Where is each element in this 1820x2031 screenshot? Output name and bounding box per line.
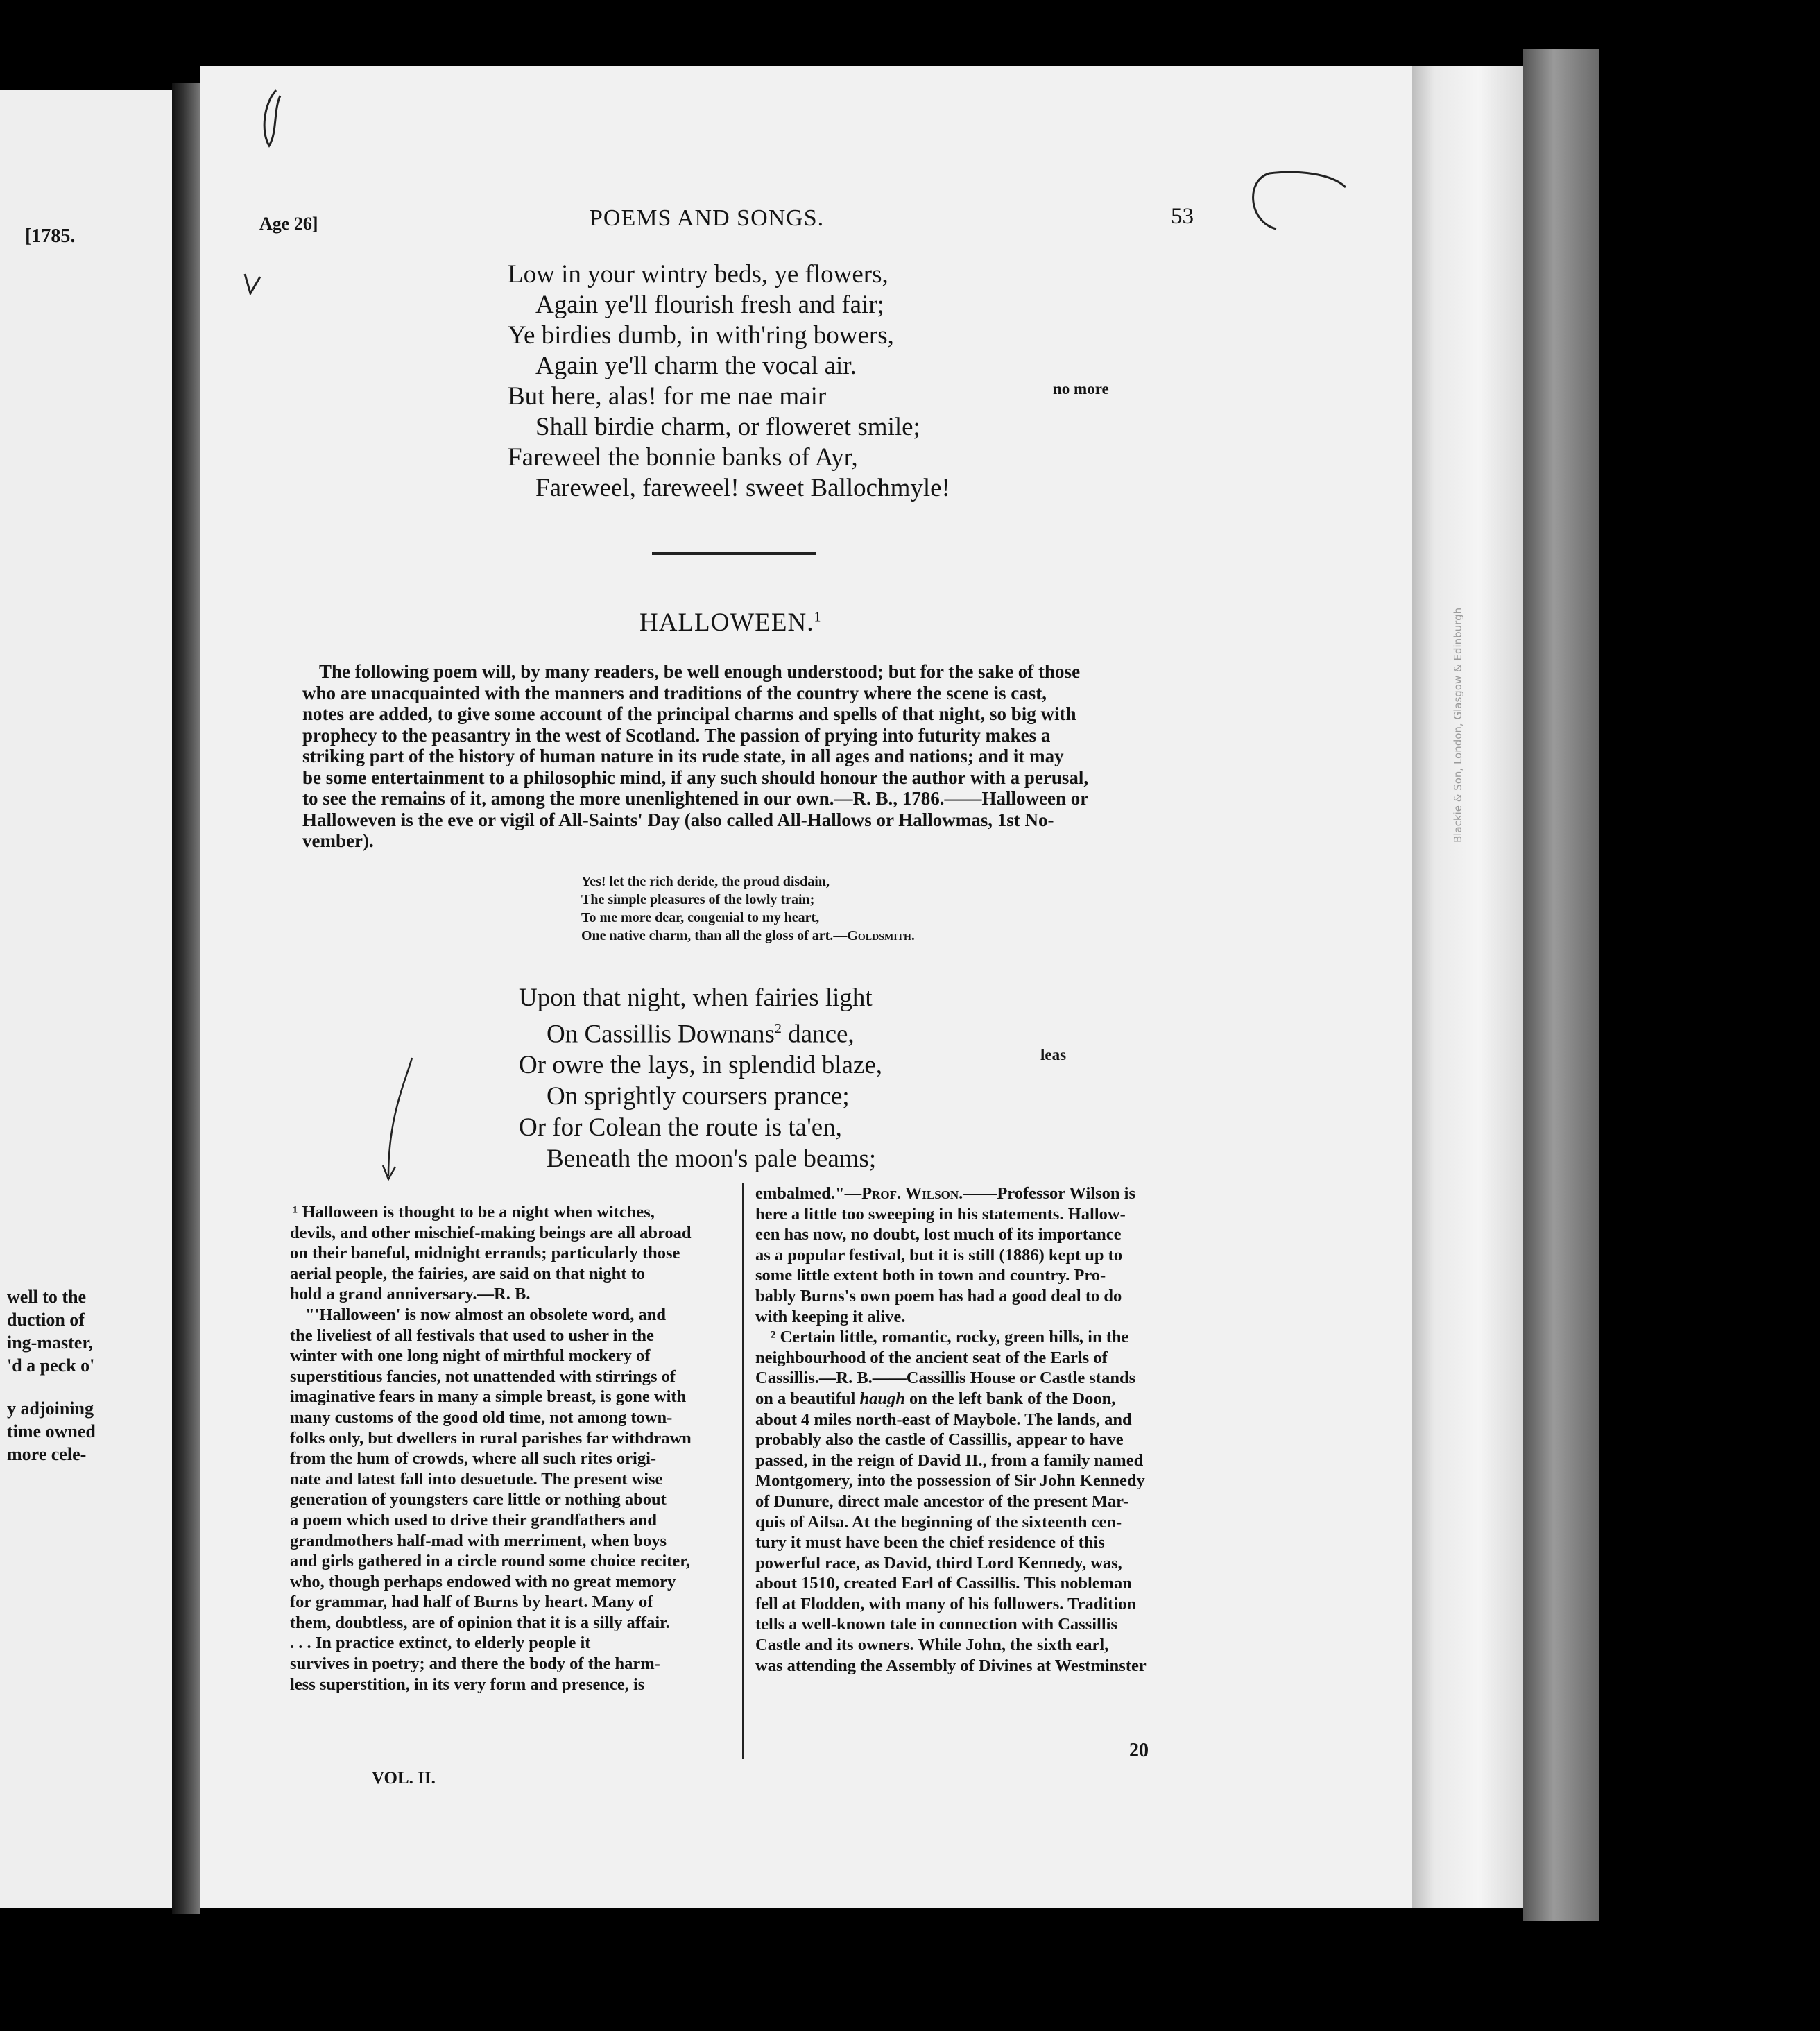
- footnote-line: tury it must have been the chief residence of this: [755, 1533, 1105, 1552]
- volume-signature: VOL. II.: [372, 1769, 436, 1788]
- facing-page-line: well to the: [7, 1287, 87, 1307]
- footnote-column-right: [755, 1183, 1147, 1676]
- footnote-line: een has now, no doubt, lost much of its importance: [755, 1225, 1122, 1244]
- footnote-line: embalmed."—Prof. Wilson.——Professor Wilson is: [755, 1184, 1135, 1203]
- preface-line: vember).: [302, 830, 374, 851]
- book-cover-edge: [1523, 49, 1599, 1921]
- footnote-line: bably Burns's own poem has had a good deal to do: [755, 1286, 1122, 1305]
- section-title: HALLOWEEN.$^1$: [639, 608, 822, 637]
- footnote-line: on a beautiful haugh on the left bank of the Doon,: [755, 1389, 1116, 1408]
- attribution-name: Prof. Wilson.: [861, 1184, 963, 1203]
- footnote-line: some little extent both in town and country. Pro-: [755, 1266, 1106, 1285]
- preface-line: Halloweven is the eve or vigil of All-Saints' Day (also called All-Hallows or Hallowmas, 1st No-: [302, 809, 1054, 830]
- footnote-line: Cassillis.—R. B.——Cassillis House or Castle stands: [755, 1369, 1136, 1388]
- facing-page-line: time owned: [7, 1421, 96, 1441]
- preface-line: who are unacquainted with the manners and traditions of the country where the scene is cast,: [302, 682, 1047, 703]
- title-footnote-ref: 1: [814, 609, 822, 625]
- footnote-line: winter with one long night of mirthful mockery of: [290, 1346, 651, 1366]
- margin-gloss: leas: [1040, 1046, 1067, 1063]
- footnote-line: hold a grand anniversary.—R. B.: [290, 1285, 531, 1304]
- preface-line: be some entertainment to a philosophic mind, if any such should honour the author with a perusal,: [302, 766, 1089, 788]
- poem-line: Again ye'll flourish fresh and fair;: [535, 291, 884, 319]
- footnote-line: . . . In practice extinct, to elderly people it: [290, 1634, 591, 1653]
- footnote-line: probably also the castle of Cassillis, appear to have: [755, 1430, 1124, 1450]
- column-rule: [742, 1183, 744, 1759]
- poem-stanza: [508, 259, 950, 504]
- epigraph-line: Yes! let the rich deride, the proud disdain,: [581, 874, 830, 889]
- footnote-line: for grammar, had half of Burns by heart. Many of: [290, 1593, 653, 1612]
- poem-line: Again ye'll charm the vocal air.: [535, 352, 857, 380]
- facing-page-fragment: [0, 90, 182, 1908]
- footnote-line: here a little too sweeping in his statements. Hallow-: [755, 1204, 1126, 1224]
- facing-page-line: y adjoining: [7, 1398, 94, 1419]
- poem-line: Fareweel, fareweel! sweet Ballochmyle!: [535, 474, 950, 502]
- footnote-line: was attending the Assembly of Divines at Westminster: [755, 1656, 1147, 1675]
- footnote-line: powerful race, as David, third Lord Kennedy, was,: [755, 1553, 1122, 1572]
- margin-gloss: no more: [1053, 380, 1109, 397]
- footnote-line: ¹ Halloween is thought to be a night when witches,: [293, 1203, 655, 1222]
- footnote-line: the liveliest of all festivals that used to usher in the: [290, 1326, 654, 1345]
- footnote-line: generation of youngsters care little or nothing about: [290, 1490, 667, 1509]
- footnote-line: of Dunure, direct male ancestor of the present Mar-: [755, 1491, 1129, 1511]
- sheet-signature: 20: [1129, 1740, 1149, 1761]
- running-header-age: Age 26]: [259, 214, 318, 234]
- footnote-line: aerial people, the fairies, are said on that night to: [290, 1264, 645, 1283]
- running-header-title: POEMS AND SONGS.: [590, 205, 825, 231]
- page-edge: [1412, 66, 1523, 1908]
- footnote-line: about 1510, created Earl of Cassillis. This nobleman: [755, 1574, 1132, 1593]
- footnote-line: ² Certain little, romantic, rocky, green hills, in the: [771, 1328, 1129, 1347]
- preface-line: to see the remains of it, among the more unenlightened in our own.—R. B., 1786.——Halloween or: [302, 788, 1089, 809]
- footnote-line: many customs of the good old time, not among town-: [290, 1407, 673, 1427]
- footnote-line: them, doubtless, are of opinion that it is a silly affair.: [290, 1613, 670, 1632]
- pencil-bracket: [1242, 166, 1353, 243]
- footnote-column-left: [290, 1202, 692, 1695]
- footnote-line: as a popular festival, but it is still (1886) kept up to: [755, 1245, 1123, 1265]
- footnote-line: fell at Flodden, with many of his followers. Tradition: [755, 1594, 1137, 1613]
- footnote-line: less superstition, in its very form and presence, is: [290, 1674, 645, 1694]
- footnote-line: "'Halloween' is now almost an obsolete word, and: [305, 1305, 666, 1324]
- preface-line: The following poem will, by many readers, be well enough understood; but for the sake of those: [319, 661, 1081, 682]
- footnote-line: with keeping it alive.: [755, 1307, 906, 1326]
- footnote-line: nate and latest fall into desuetude. The present wise: [290, 1469, 663, 1489]
- poem-line: Beneath the moon's pale beams;: [547, 1145, 877, 1174]
- book-gutter: [172, 83, 200, 1914]
- pencil-mark-top: [250, 83, 291, 153]
- epigraph-line: One native charm, than all the gloss of art.—Goldsmith.: [581, 928, 915, 943]
- footnote-line: on their baneful, midnight errands; particularly those: [290, 1244, 680, 1263]
- publisher-imprint: Blackie & Son, London, Glasgow & Edinburgh: [1452, 607, 1464, 843]
- footnote-line: about 4 miles north-east of Maybole. The lands, and: [755, 1409, 1132, 1429]
- footnote-line: Montgomery, into the possession of Sir John Kennedy: [755, 1471, 1145, 1491]
- poem-line: Ye birdies dumb, in with'ring bowers,: [508, 321, 894, 350]
- poem-line: Or for Colean the route is ta'en,: [519, 1113, 842, 1142]
- footnote-line: superstitious fancies, not unattended with stirrings of: [290, 1366, 676, 1386]
- poem-line: Or owre the lays, in splendid blaze,: [519, 1051, 883, 1080]
- poem-line: But here, alas! for me nae mair: [508, 382, 827, 411]
- footnote-line: neighbourhood of the ancient seat of the Earls of: [755, 1348, 1108, 1367]
- footnote-line: passed, in the reign of David II., from a family named: [755, 1450, 1144, 1470]
- pencil-check: [239, 267, 267, 302]
- footnote-line: quis of Ailsa. At the beginning of the sixteenth cen-: [755, 1512, 1122, 1532]
- footnote-line: tells a well-known tale in connection with Cassillis: [755, 1615, 1118, 1634]
- footnote-line: grandmothers half-mad with merriment, when boys: [290, 1531, 667, 1550]
- poem-stanza: [519, 982, 882, 1174]
- footnote-line: a poem which used to drive their grandfathers and: [290, 1510, 658, 1529]
- section-divider: [652, 552, 816, 555]
- poem-footnote-ref: 2: [774, 1021, 782, 1036]
- epigraph-attribution: Goldsmith.: [847, 928, 915, 943]
- footnote-line: survives in poetry; and there the body of the harm-: [290, 1654, 660, 1674]
- poem-line: Low in your wintry beds, ye flowers,: [508, 260, 888, 289]
- epigraph: [581, 873, 915, 945]
- page-number: 53: [1171, 204, 1194, 229]
- pencil-arrow: [375, 1054, 416, 1193]
- poem-line: Shall birdie charm, or floweret smile;: [535, 413, 920, 441]
- footnote-line: from the hum of crowds, where all such rites origi-: [290, 1449, 657, 1468]
- facing-page-line: more cele-: [7, 1444, 87, 1464]
- poem-line: Upon that night, when fairies light: [519, 984, 873, 1012]
- preface-line: striking part of the history of human nature in its rude state, in all ages and nations; and it may: [302, 746, 1064, 766]
- epigraph-line: To me more dear, congenial to my heart,: [581, 910, 820, 925]
- facing-page-line: 'd a peck o': [7, 1355, 95, 1376]
- italic-word: haugh: [859, 1389, 905, 1408]
- facing-page-line: duction of: [7, 1310, 85, 1330]
- footnote-line: and girls gathered in a circle round some choice reciter,: [290, 1552, 691, 1571]
- preface-line: notes are added, to give some account of the principal charms and spells of that night, so big with: [302, 703, 1076, 724]
- footnote-line: Castle and its owners. While John, the sixth earl,: [755, 1636, 1109, 1655]
- epigraph-line: The simple pleasures of the lowly train;: [581, 892, 815, 907]
- facing-page-header: [1785.: [25, 225, 76, 247]
- footnote-line: folks only, but dwellers in rural parishes far withdrawn: [290, 1428, 692, 1448]
- preface-line: prophecy to the peasantry in the west of Scotland. The passion of prying into futurity makes a: [302, 724, 1051, 746]
- footnote-line: devils, and other mischief-making beings are all abroad: [290, 1223, 692, 1242]
- footnote-line: imaginative fears in many a simple breast, is gone with: [290, 1387, 687, 1407]
- facing-page-line: ing-master,: [7, 1332, 93, 1353]
- poem-line: Fareweel the bonnie banks of Ayr,: [508, 443, 858, 472]
- preface: [302, 661, 1088, 852]
- poem-line: On sprightly coursers prance;: [547, 1082, 850, 1111]
- poem-line: On Cassillis Downans$^2$ dance,: [547, 1020, 855, 1049]
- footnote-line: who, though perhaps endowed with no great memory: [290, 1572, 676, 1591]
